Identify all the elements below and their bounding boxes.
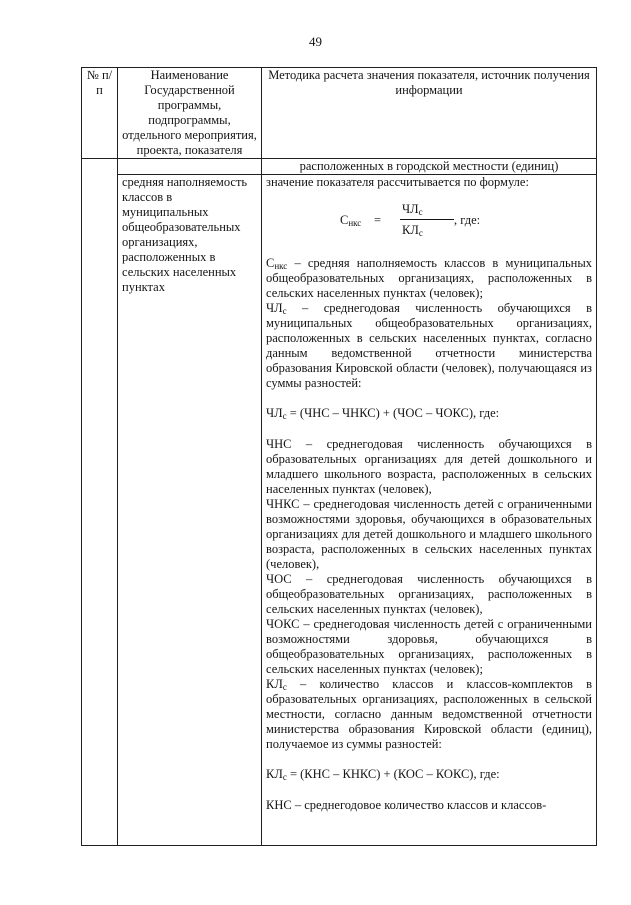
- header-methodology: Методика расчета значения показателя, источник получения информации: [262, 68, 597, 159]
- definition-choks: ЧОКС – среднегодовая численность детей с ограниченными возможностями здоровья, обучающихся в общеобразовательных организациях, расположенных в сельских населенных пунктах (человек);: [266, 617, 592, 676]
- formula-classes-count: $КЛ_с = (КНС$ – КНКС) + (КОС – КОКС), где:: [266, 767, 500, 782]
- formula-average-class-size: [266, 196, 592, 246]
- carry-over-text: расположенных в городской местности (единиц): [262, 159, 597, 175]
- definition-cnks: $С_{нкс}$ – средняя наполняемость классов в муниципальных общеобразовательных организациях, расположенных в сельских населенных пунктах (человек);: [266, 256, 592, 300]
- carry-over-row: [82, 159, 597, 175]
- formula-numerator: $ЧЛ_с$: [402, 202, 423, 217]
- definition-chnks: ЧНКС – среднегодовая численность детей с ограниченными возможностями здоровья, обучающихся в образовательных организациях для детей дошкольного и младшего школьного возраста, расположенных в сельских населенных пунктах (человек),: [266, 497, 592, 571]
- fraction-bar: [400, 219, 454, 220]
- definition-chns: ЧНС – среднегодовая численность обучающихся в образовательных организациях для детей дошкольного и младшего школьного возраста, расположенных в сельских населенных пунктах (человек),: [266, 437, 592, 496]
- carry-name-cell: [118, 159, 262, 175]
- indicator-row: [82, 175, 597, 846]
- definition-chls: $ЧЛ_с$ – среднегодовая численность обучающихся в муниципальных общеобразовательных организациях, расположенных в сельских населенных пунктах, согласно данным ведомственной отчетности министерства образования Кировской области (человек), получающаяся из суммы разностей:: [266, 301, 592, 390]
- header-number: № п/п: [82, 68, 118, 159]
- formula-tail: , где:: [454, 213, 481, 227]
- methodology-intro: значение показателя рассчитывается по формуле:: [266, 175, 529, 189]
- definition-kls: $КЛ_с$ – количество классов и классов-комплектов в образовательных организациях, расположенных в сельской местности, согласно данным ведомственной отчетности министерства образования Кировской области (единиц), получаемое из суммы разностей:: [266, 677, 592, 751]
- definition-kns: КНС – среднегодовое количество классов и классов-: [266, 798, 547, 812]
- indicator-name: средняя наполняемость классов в муниципальных общеобразовательных организациях, расположенных в сельских населенных пунктах: [118, 175, 262, 846]
- methodology-cell: [262, 175, 597, 846]
- formula-equals: =: [374, 213, 382, 227]
- page-number: 49: [309, 34, 322, 49]
- formula-lhs: $С_{нкс}$: [340, 213, 362, 228]
- row-number-cell: [82, 159, 118, 846]
- indicator-methodology-table: [81, 67, 597, 846]
- formula-students-count: $ЧЛ_с = (ЧНС$ – ЧНКС) + (ЧОС – ЧОКС), где:: [266, 406, 500, 421]
- header-name: Наименование Государственной программы, подпрограммы, отдельного мероприятия, проекта, показателя: [118, 68, 262, 159]
- table-header-row: [82, 68, 597, 159]
- definition-chos: ЧОС – среднегодовая численность обучающихся в общеобразовательных организациях, расположенных в сельских населенных пунктах (человек),: [266, 572, 592, 616]
- formula-denominator: $КЛ_с$: [402, 223, 423, 238]
